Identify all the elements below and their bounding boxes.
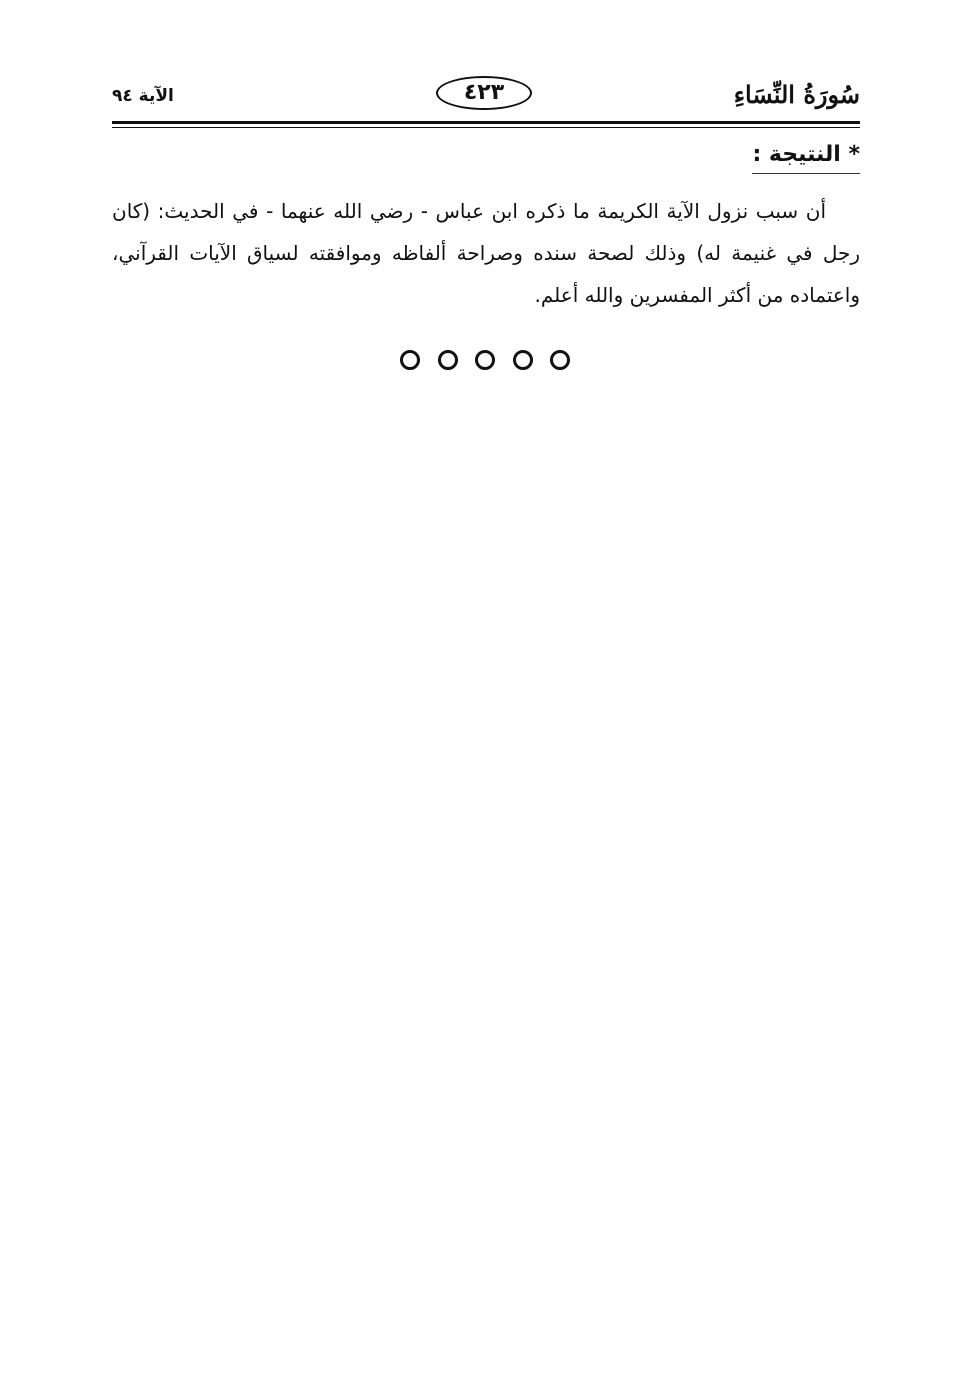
page-number: ٤٢٣	[463, 80, 505, 105]
separator-circle	[475, 350, 495, 370]
verse-reference: الآية ٩٤	[112, 86, 174, 106]
surah-title: سُورَةُ النِّسَاءِ	[733, 80, 860, 109]
body-paragraph-text: أن سبب نزول الآية الكريمة ما ذكره ابن عباس - رضي الله عنهما - في الحديث: (كان رجل في غنيمة له) وذلك لصحة سنده وصراحة ألفاظه وموافقته لسياق الآيات القرآني، واعتماده من أكثر المفسرين والله أعلم.	[112, 199, 860, 307]
page-header	[112, 74, 860, 122]
separator-circle	[400, 350, 420, 370]
section-heading: * النتيجة :	[752, 142, 860, 174]
body-paragraph	[112, 190, 860, 316]
header-rule-thick	[112, 121, 860, 124]
header-rule-thin	[112, 127, 860, 128]
separator-circle	[438, 350, 458, 370]
section-separator	[400, 346, 570, 374]
separator-circle	[550, 350, 570, 370]
page-number-oval	[436, 76, 532, 110]
separator-circle	[513, 350, 533, 370]
